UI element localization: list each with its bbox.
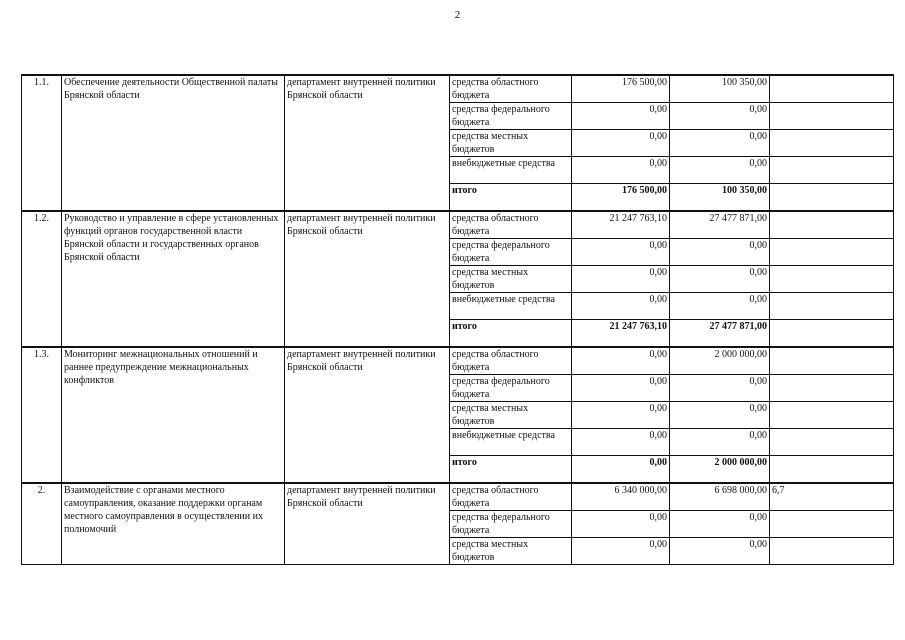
table-row (22, 75, 894, 103)
amount-year-1: 0,00 (572, 157, 670, 184)
amount-year-2: 0,00 (670, 157, 770, 184)
amount-year-1: 0,00 (572, 429, 670, 456)
amount-year-2: 100 350,00 (670, 75, 770, 103)
extra-value (770, 239, 894, 266)
funding-source: средства федерального бюджета (450, 239, 572, 266)
funding-source: средства областного бюджета (450, 483, 572, 511)
section-executor: департамент внутренней политики Брянской области (285, 75, 450, 211)
extra-value (770, 538, 894, 565)
amount-year-2: 27 477 871,00 (670, 320, 770, 348)
section-number: 2. (22, 483, 62, 565)
amount-year-2: 0,00 (670, 538, 770, 565)
amount-year-1: 0,00 (572, 130, 670, 157)
funding-source: средства местных бюджетов (450, 538, 572, 565)
table-row (22, 211, 894, 239)
section-title: Взаимодействие с органами местного самоуправления, оказание поддержки органам местного самоуправления в осуществлении их полномочий (62, 483, 285, 565)
amount-year-1: 21 247 763,10 (572, 211, 670, 239)
amount-year-2: 0,00 (670, 429, 770, 456)
section-title: Руководство и управление в сфере установленных функций органов государственной власти Брянской области и государственных органов Брянской области (62, 211, 285, 347)
extra-value (770, 456, 894, 484)
amount-year-2: 0,00 (670, 402, 770, 429)
total-label: итого (450, 184, 572, 212)
funding-source: средства областного бюджета (450, 347, 572, 375)
amount-year-1: 176 500,00 (572, 184, 670, 212)
amount-year-1: 0,00 (572, 347, 670, 375)
extra-value (770, 157, 894, 184)
budget-table (21, 74, 894, 565)
amount-year-1: 0,00 (572, 239, 670, 266)
table-row (22, 347, 894, 375)
total-label: итого (450, 320, 572, 348)
table-body (22, 75, 894, 565)
amount-year-2: 0,00 (670, 375, 770, 402)
funding-source: средства местных бюджетов (450, 266, 572, 293)
extra-value (770, 75, 894, 103)
extra-value: 6,7 (770, 483, 894, 511)
amount-year-2: 6 698 000,00 (670, 483, 770, 511)
amount-year-2: 0,00 (670, 130, 770, 157)
extra-value (770, 130, 894, 157)
amount-year-2: 2 000 000,00 (670, 347, 770, 375)
funding-source: средства областного бюджета (450, 211, 572, 239)
amount-year-1: 0,00 (572, 375, 670, 402)
funding-source: средства федерального бюджета (450, 103, 572, 130)
amount-year-2: 27 477 871,00 (670, 211, 770, 239)
funding-source: средства местных бюджетов (450, 130, 572, 157)
extra-value (770, 402, 894, 429)
funding-source: внебюджетные средства (450, 293, 572, 320)
extra-value (770, 293, 894, 320)
amount-year-2: 0,00 (670, 103, 770, 130)
section-executor: департамент внутренней политики Брянской области (285, 211, 450, 347)
section-number: 1.2. (22, 211, 62, 347)
amount-year-1: 176 500,00 (572, 75, 670, 103)
amount-year-2: 0,00 (670, 511, 770, 538)
extra-value (770, 320, 894, 348)
total-label: итого (450, 456, 572, 484)
funding-source: средства федерального бюджета (450, 375, 572, 402)
amount-year-2: 0,00 (670, 266, 770, 293)
funding-source: внебюджетные средства (450, 157, 572, 184)
amount-year-2: 100 350,00 (670, 184, 770, 212)
funding-source: внебюджетные средства (450, 429, 572, 456)
amount-year-1: 0,00 (572, 293, 670, 320)
amount-year-1: 0,00 (572, 538, 670, 565)
section-executor: департамент внутренней политики Брянской области (285, 347, 450, 483)
section-title: Обеспечение деятельности Общественной палаты Брянской области (62, 75, 285, 211)
page-number: 2 (454, 9, 461, 21)
amount-year-1: 6 340 000,00 (572, 483, 670, 511)
funding-source: средства областного бюджета (450, 75, 572, 103)
amount-year-1: 21 247 763,10 (572, 320, 670, 348)
amount-year-2: 0,00 (670, 293, 770, 320)
amount-year-1: 0,00 (572, 511, 670, 538)
extra-value (770, 511, 894, 538)
amount-year-1: 0,00 (572, 266, 670, 293)
amount-year-1: 0,00 (572, 456, 670, 484)
extra-value (770, 211, 894, 239)
funding-source: средства федерального бюджета (450, 511, 572, 538)
extra-value (770, 266, 894, 293)
amount-year-2: 2 000 000,00 (670, 456, 770, 484)
extra-value (770, 375, 894, 402)
section-number: 1.3. (22, 347, 62, 483)
amount-year-1: 0,00 (572, 402, 670, 429)
extra-value (770, 347, 894, 375)
extra-value (770, 103, 894, 130)
table-row (22, 483, 894, 511)
amount-year-1: 0,00 (572, 103, 670, 130)
funding-source: средства местных бюджетов (450, 402, 572, 429)
section-executor: департамент внутренней политики Брянской области (285, 483, 450, 565)
extra-value (770, 184, 894, 212)
section-title: Мониторинг межнациональных отношений и раннее предупреждение межнациональных конфликтов (62, 347, 285, 483)
section-number: 1.1. (22, 75, 62, 211)
amount-year-2: 0,00 (670, 239, 770, 266)
extra-value (770, 429, 894, 456)
